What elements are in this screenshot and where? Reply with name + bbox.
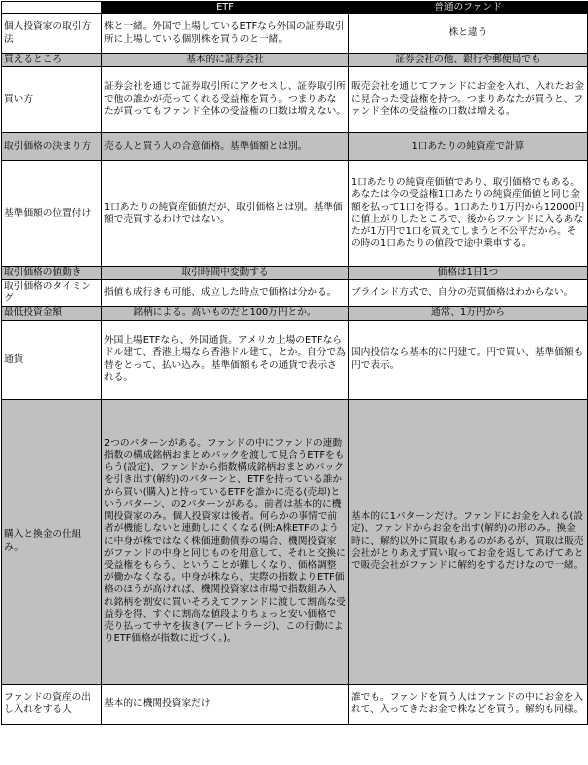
fund-cell: 誰でも。ファンドを買う人はファンドの中にお金を入れて、入ってきたお金で株などを買う。解約も同様。 (349, 684, 588, 724)
row-label: 個人投資家の取引方法 (2, 14, 102, 54)
etf-cell: 取引時間中変動する (102, 267, 349, 280)
header-corner-cell (2, 2, 102, 14)
row-label: ファンドの資産の出し入れをする人 (2, 684, 102, 724)
table-row (2, 161, 588, 267)
comparison-table (1, 1, 588, 725)
etf-cell: 1口あたりの純資産価値だが、取引価格とは別。基準価額で売買するわけではない。 (102, 161, 349, 267)
etf-cell: 証券会社を通じて証券取引所にアクセスし、証券取引所で他の誰かが売ってくれる受益権を買う。つまりあなたが買ってもファンド全体の受益権の口数は増えない。 (102, 67, 349, 133)
etf-cell: 指値も成行きも可能、成立した時点で価格は分かる。 (102, 280, 349, 307)
table-row (2, 684, 588, 724)
etf-cell: 基本的に証券会社 (102, 54, 349, 67)
fund-cell: 販売会社を通じてファンドにお金を入れ、入れたお金に見合った受益権を持つ。つまりあなたが買うと、ファンド全体の受益権の口数は増える。 (349, 67, 588, 133)
table-row (2, 320, 588, 399)
row-label: 買えるところ (2, 54, 102, 67)
etf-cell: 外国上場ETFなら、外国通貨。アメリカ上場のETFならドル建て、香港上場なら香港ドル建て、とか。自分で為替をとって、払い込み。基準価額もその通貨で表示される。 (102, 320, 349, 399)
row-label: 購入と換金の仕組み。 (2, 399, 102, 684)
header-fund: 普通のファンド (349, 2, 588, 14)
fund-cell: 国内投信なら基本的に円建て。円で買い、基準価額も円で表示。 (349, 320, 588, 399)
fund-cell: 1口あたりの純資産で計算 (349, 133, 588, 161)
header-etf: ETF (102, 2, 349, 14)
fund-cell: 株と違う (349, 14, 588, 54)
etf-cell: 売る人と買う人の合意価格。基準価額とは別。 (102, 133, 349, 161)
header-row (2, 2, 588, 14)
etf-cell: 2つのパターンがある。ファンドの中にファンドの連動指数の構成銘柄おまとめパックを渡して見合うETFをもらう(設定)、ファンドから指数構成銘柄おまとめパックを引き出す(解約)のパターンと、ETFを持っている誰かから買い(購入)と持っているETFを誰かに売る(売却)というパターン、の2パターンがある。前者は基本的に機関投資家のみ。個人投資家は後者。何らかの事情で前者が機能しないと連動しにくくなる(例:A株ETFのように中身が株ではなく株価連動債券の場合、機関投資家がファンドの中身と同じものを用意して、それと交換に受益権をもらう、ということが難しくなり、価格調整が働かなくなる。中身が株なら、実際の指数よりETF価格のほうが高ければ、機関投資家は市場で指数組み入れ銘柄を割安に買いそろえてファンドに渡して割高な受益券を得、すぐに割高な値段よりちょっと安い価格で売り払ってサヤを抜き(アービトラージ)、この行動によりETF価格が指数に近づく。)。 (102, 399, 349, 684)
etf-cell: 銘柄による。高いものだと100万円とか。 (102, 307, 349, 320)
etf-cell: 株と一緒。外国で上場しているETFなら外国の証券取引所に上場している個別株を買うのと一緒。 (102, 14, 349, 54)
table-row (2, 307, 588, 320)
row-label: 買い方 (2, 67, 102, 133)
fund-cell: 1口あたりの純資産価値であり、取引価格でもある。あなたは今の受益権1口あたりの純資産価値と同じ金額を払って1口を得る。1口あたり1万円から12000円に値上がりしたところで、後からファンドに入るあなたが1万円で1口を買えてしまうと不公平だから。その時の1口あたりの値段で途中乗車する。 (349, 161, 588, 267)
fund-cell: 通常、1万円から (349, 307, 588, 320)
table-row (2, 14, 588, 54)
table-row (2, 67, 588, 133)
row-label: 基準価額の位置付け (2, 161, 102, 267)
fund-cell: ブラインド方式で、自分の売買価格はわからない。 (349, 280, 588, 307)
row-label: 最低投資金額 (2, 307, 102, 320)
table-row (2, 133, 588, 161)
row-label: 取引価格の決まり方 (2, 133, 102, 161)
table-row (2, 280, 588, 307)
row-label: 取引価格の値動き (2, 267, 102, 280)
fund-cell: 基本的に1パターンだけ。ファンドにお金を入れる(設定)、ファンドからお金を出す(解約)の形のみ。換金時に、解約以外に買取もあるのがあるが、買取は販売会社がとりあえず買い取ってお金を返してあげてあとで販売会社がファンドに解約をするだけなので一緒。 (349, 399, 588, 684)
row-label: 通貨 (2, 320, 102, 399)
table-row (2, 54, 588, 67)
row-label: 取引価格のタイミング (2, 280, 102, 307)
fund-cell: 証券会社の他、銀行や郵便局でも (349, 54, 588, 67)
table-row (2, 399, 588, 684)
table-row (2, 267, 588, 280)
etf-cell: 基本的に機関投資家だけ (102, 684, 349, 724)
fund-cell: 価格は1日1つ (349, 267, 588, 280)
